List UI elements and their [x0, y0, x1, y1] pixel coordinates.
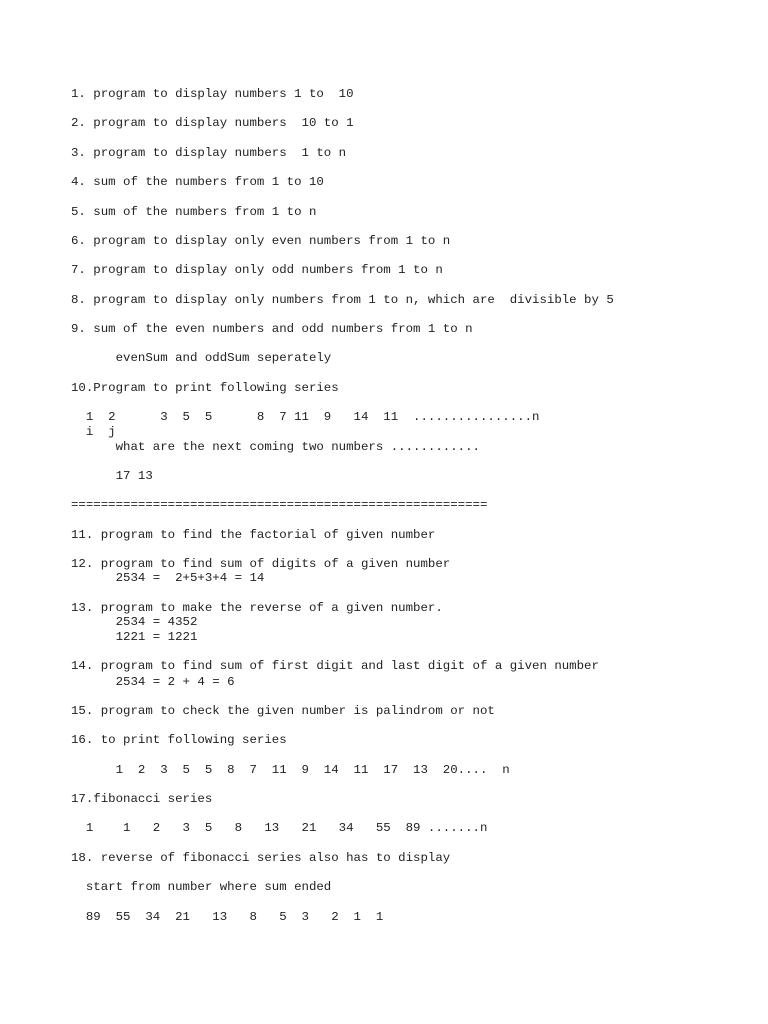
line-8: 8. program to display only numbers from 1 to n, which are divisible by 5 — [71, 293, 614, 307]
line-18: 12. program to find sum of digits of a given number — [71, 557, 451, 571]
line-3: 3. program to display numbers 1 to n — [71, 146, 347, 160]
line-27: 1 2 3 5 5 8 7 11 9 14 11 17 13 20.... n — [71, 763, 510, 777]
line-29: 1 1 2 3 5 8 13 21 34 55 89 .......n — [71, 821, 488, 835]
line-26: 16. to print following series — [71, 733, 287, 747]
line-6: 6. program to display only even numbers from 1 to n — [71, 234, 451, 248]
line-23: 14. program to find sum of first digit and last digit of a given number — [71, 659, 599, 673]
line-32: 89 55 34 21 13 8 5 3 2 1 1 — [71, 910, 384, 924]
line-11: 10.Program to print following series — [71, 381, 339, 395]
line-14: what are the next coming two numbers ............ — [71, 440, 480, 454]
line-25: 15. program to check the given number is palindrom or not — [71, 704, 495, 718]
line-2: 2. program to display numbers 10 to 1 — [71, 116, 354, 130]
line-21: 2534 = 4352 — [71, 615, 198, 629]
line-15: 17 13 — [71, 469, 153, 483]
line-20: 13. program to make the reverse of a given number. — [71, 601, 443, 615]
line-9: 9. sum of the even numbers and odd numbers from 1 to n — [71, 322, 473, 336]
line-19: 2534 = 2+5+3+4 = 14 — [71, 571, 265, 585]
line-31: start from number where sum ended — [71, 880, 332, 894]
line-4: 4. sum of the numbers from 1 to 10 — [71, 175, 324, 189]
line-13: i j — [71, 425, 116, 439]
line-17: 11. program to find the factorial of given number — [71, 528, 436, 542]
line-28: 17.fibonacci series — [71, 792, 213, 806]
line-5: 5. sum of the numbers from 1 to n — [71, 205, 317, 219]
line-12: 1 2 3 5 5 8 7 11 9 14 11 ................n — [71, 410, 540, 424]
line-24: 2534 = 2 + 4 = 6 — [71, 675, 235, 689]
line-22: 1221 = 1221 — [71, 630, 198, 644]
line-1: 1. program to display numbers 1 to 10 — [71, 87, 354, 101]
line-7: 7. program to display only odd numbers from 1 to n — [71, 263, 443, 277]
line-16: ======================================================== — [71, 498, 488, 512]
line-10: evenSum and oddSum seperately — [71, 351, 332, 365]
line-30: 18. reverse of fibonacci series also has to display — [71, 851, 451, 865]
